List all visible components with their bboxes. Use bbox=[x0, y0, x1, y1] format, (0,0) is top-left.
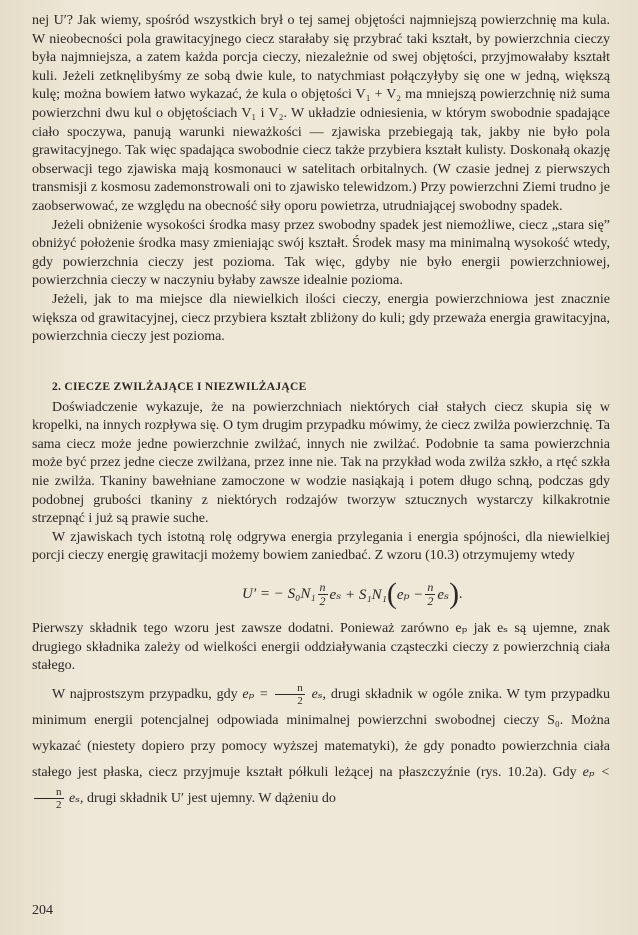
paragraph-3: Jeżeli, jak to ma miejsce dla niewielkich ilości cieczy, energia powierzchniowa jest znacznie większa od grawitacyjnej, ciecz przybiera kształt zbliżony do kuli; gdy przeważa energia grawitacyjna, powierzchnia cieczy jest pozioma. bbox=[32, 291, 610, 345]
cond1-lhs: eₚ = bbox=[242, 686, 269, 702]
section-heading: 2. CIECZE ZWILŻAJĄCE I NIEZWILŻAJĄCE bbox=[52, 380, 307, 393]
page-number: 204 bbox=[32, 903, 53, 918]
formula-fraction-1: $\frac{n}{2}$ bbox=[319, 579, 326, 608]
cond2-lhs: eₚ < bbox=[582, 764, 610, 780]
cond2-fraction: $\frac{n}{2}$ bbox=[34, 786, 64, 811]
cond1-rhs: eₛ, bbox=[311, 686, 327, 702]
paragraph-2: Jeżeli obniżenie wysokości środka masy przez swobodny spadek jest niemożliwe, ciecz „stara się” obniżyć położenie środka masy zmieniając swój kształt. Środek masy ma minimalną wysokość wtedy, gdy powierzchnia cieczy jest pozioma. Tak więc, gdyby nie było energii powierzchniowej, powierzchnia cieczy w naczyniu byłaby zawsze idealnie pozioma. bbox=[32, 217, 610, 289]
paragraph-6: Pierwszy składnik tego wzoru jest zawsze dodatni. Ponieważ zarówno eₚ jak eₛ są ujemne, znak drugiego składnika zależy od wielkości energii oddziaływania cząsteczki cieczy z powierzchnią ciała stałego. bbox=[32, 621, 610, 674]
close-paren: ) bbox=[449, 577, 460, 611]
paragraph-5: W zjawiskach tych istotną rolę odgrywa energia przylegania i energia spójności, dla niewielkiej porcji cieczy energię grawitacji możemy bowiem zaniedbać. Z wzoru (10.3) otrzymujemy wtedy bbox=[32, 529, 610, 564]
formula-lhs: U′ = − S₀N₁ bbox=[242, 585, 316, 602]
cond2-rhs: eₛ, bbox=[69, 790, 84, 806]
cond1-fraction: $\frac{n}{2}$ bbox=[275, 682, 305, 707]
paragraph-7-start: W najprostszym przypadku, gdy bbox=[52, 686, 238, 702]
paragraph-7-end: drugi składnik U′ jest ujemny. W dążeniu do bbox=[86, 790, 336, 806]
paragraph-7-middle: drugi składnik w ogóle znika. W tym przypadku minimum energii potencjalnej odpowiada minimalnej powierzchni swobodnej cieczy S₀. Można wykazać (niestety dopiero przy pomocy wyższej matematyki), że gdy ponadto powierzchnia ciała stałego jest płaska, ciecz przyjmuje kształt półkuli leżącej na płaszczyźnie (rys. 10.2a). Gdy bbox=[32, 686, 611, 780]
formula-inner-a: eₚ − bbox=[396, 586, 424, 603]
energy-formula bbox=[242, 576, 610, 612]
paragraph-1: nej U′? Jak wiemy, spośród wszystkich brył o tej samej objętości najmniejszą powierzchnię ma kula. W nieobecności pola grawitacyjnego ciecz starałaby się przybrać taki kształt, by powierzchnia cieczy była najmniejsza, a zatem każda porcja cieczy, niezależnie od swej objętości, przyjmowałaby kształt kuli. Jeżeli zetknęlibyśmy ze sobą dwie kule, to natychmiast połączyłyby się one w jedną, większą kulę; można bowiem łatwo wykazać, że kula o objętości V₁ + V₂ ma mniejszą powierzchnię niż suma powierzchni dwu kul o objętościach V₁ i V₂. W układzie odniesienia, w którym swobodnie spadające ciało spoczywa, panują warunki nieważkości — zjawiska przebiegają tak, jakby nie było pola grawitacyjnego. Tak więc spadająca swobodnie ciecz także przybiera kształt kulisty. Doskonałą okazję obserwacji tego zjawiska mają kosmonauci w satelitach orbitalnych. (W czasie jednej z pierwszych transmisji z kosmosu zademonstrowali oni to zjawisko telewidzom.) Przy powierzchni Ziemi trudno je zaobserwować, ze względu na obecność siły oporu powietrza, utrudniającej swobodny spadek. bbox=[32, 13, 610, 214]
paragraph-4: Doświadczenie wykazuje, że na powierzchniach niektórych ciał stałych ciecz skupia się w kropelki, na innych rozpływa się. O tym drugim przypadku mówimy, że ciecz zwilża powierzchnię. Ta sama ciecz może jedne powierzchnie zwilżać, innych nie zwilżać. Podobnie ta sama powierzchnia może być przez jedne ciecze zwilżana, przez inne nie. Tak na przykład woda zwilża szkło, a rtęć szkła nie zwilża. Tkaniny bawełniane zamoczone w wodzie nasiąkają i potem długo schną, podczas gdy podobnej grubości tkaniny z niektórych rodzajów tworzyw sztucznych wystarczy kilkakrotnie strzepnąć i już są prawie suche. bbox=[32, 399, 610, 527]
formula-end: . bbox=[459, 585, 463, 602]
paragraph-7 bbox=[32, 682, 610, 812]
formula-fraction-2: $\frac{n}{2}$ bbox=[427, 579, 434, 608]
formula-middle: eₛ + S₁N₁ bbox=[329, 586, 387, 603]
formula-inner-b: eₛ bbox=[437, 586, 450, 603]
open-paren: ( bbox=[386, 577, 397, 611]
